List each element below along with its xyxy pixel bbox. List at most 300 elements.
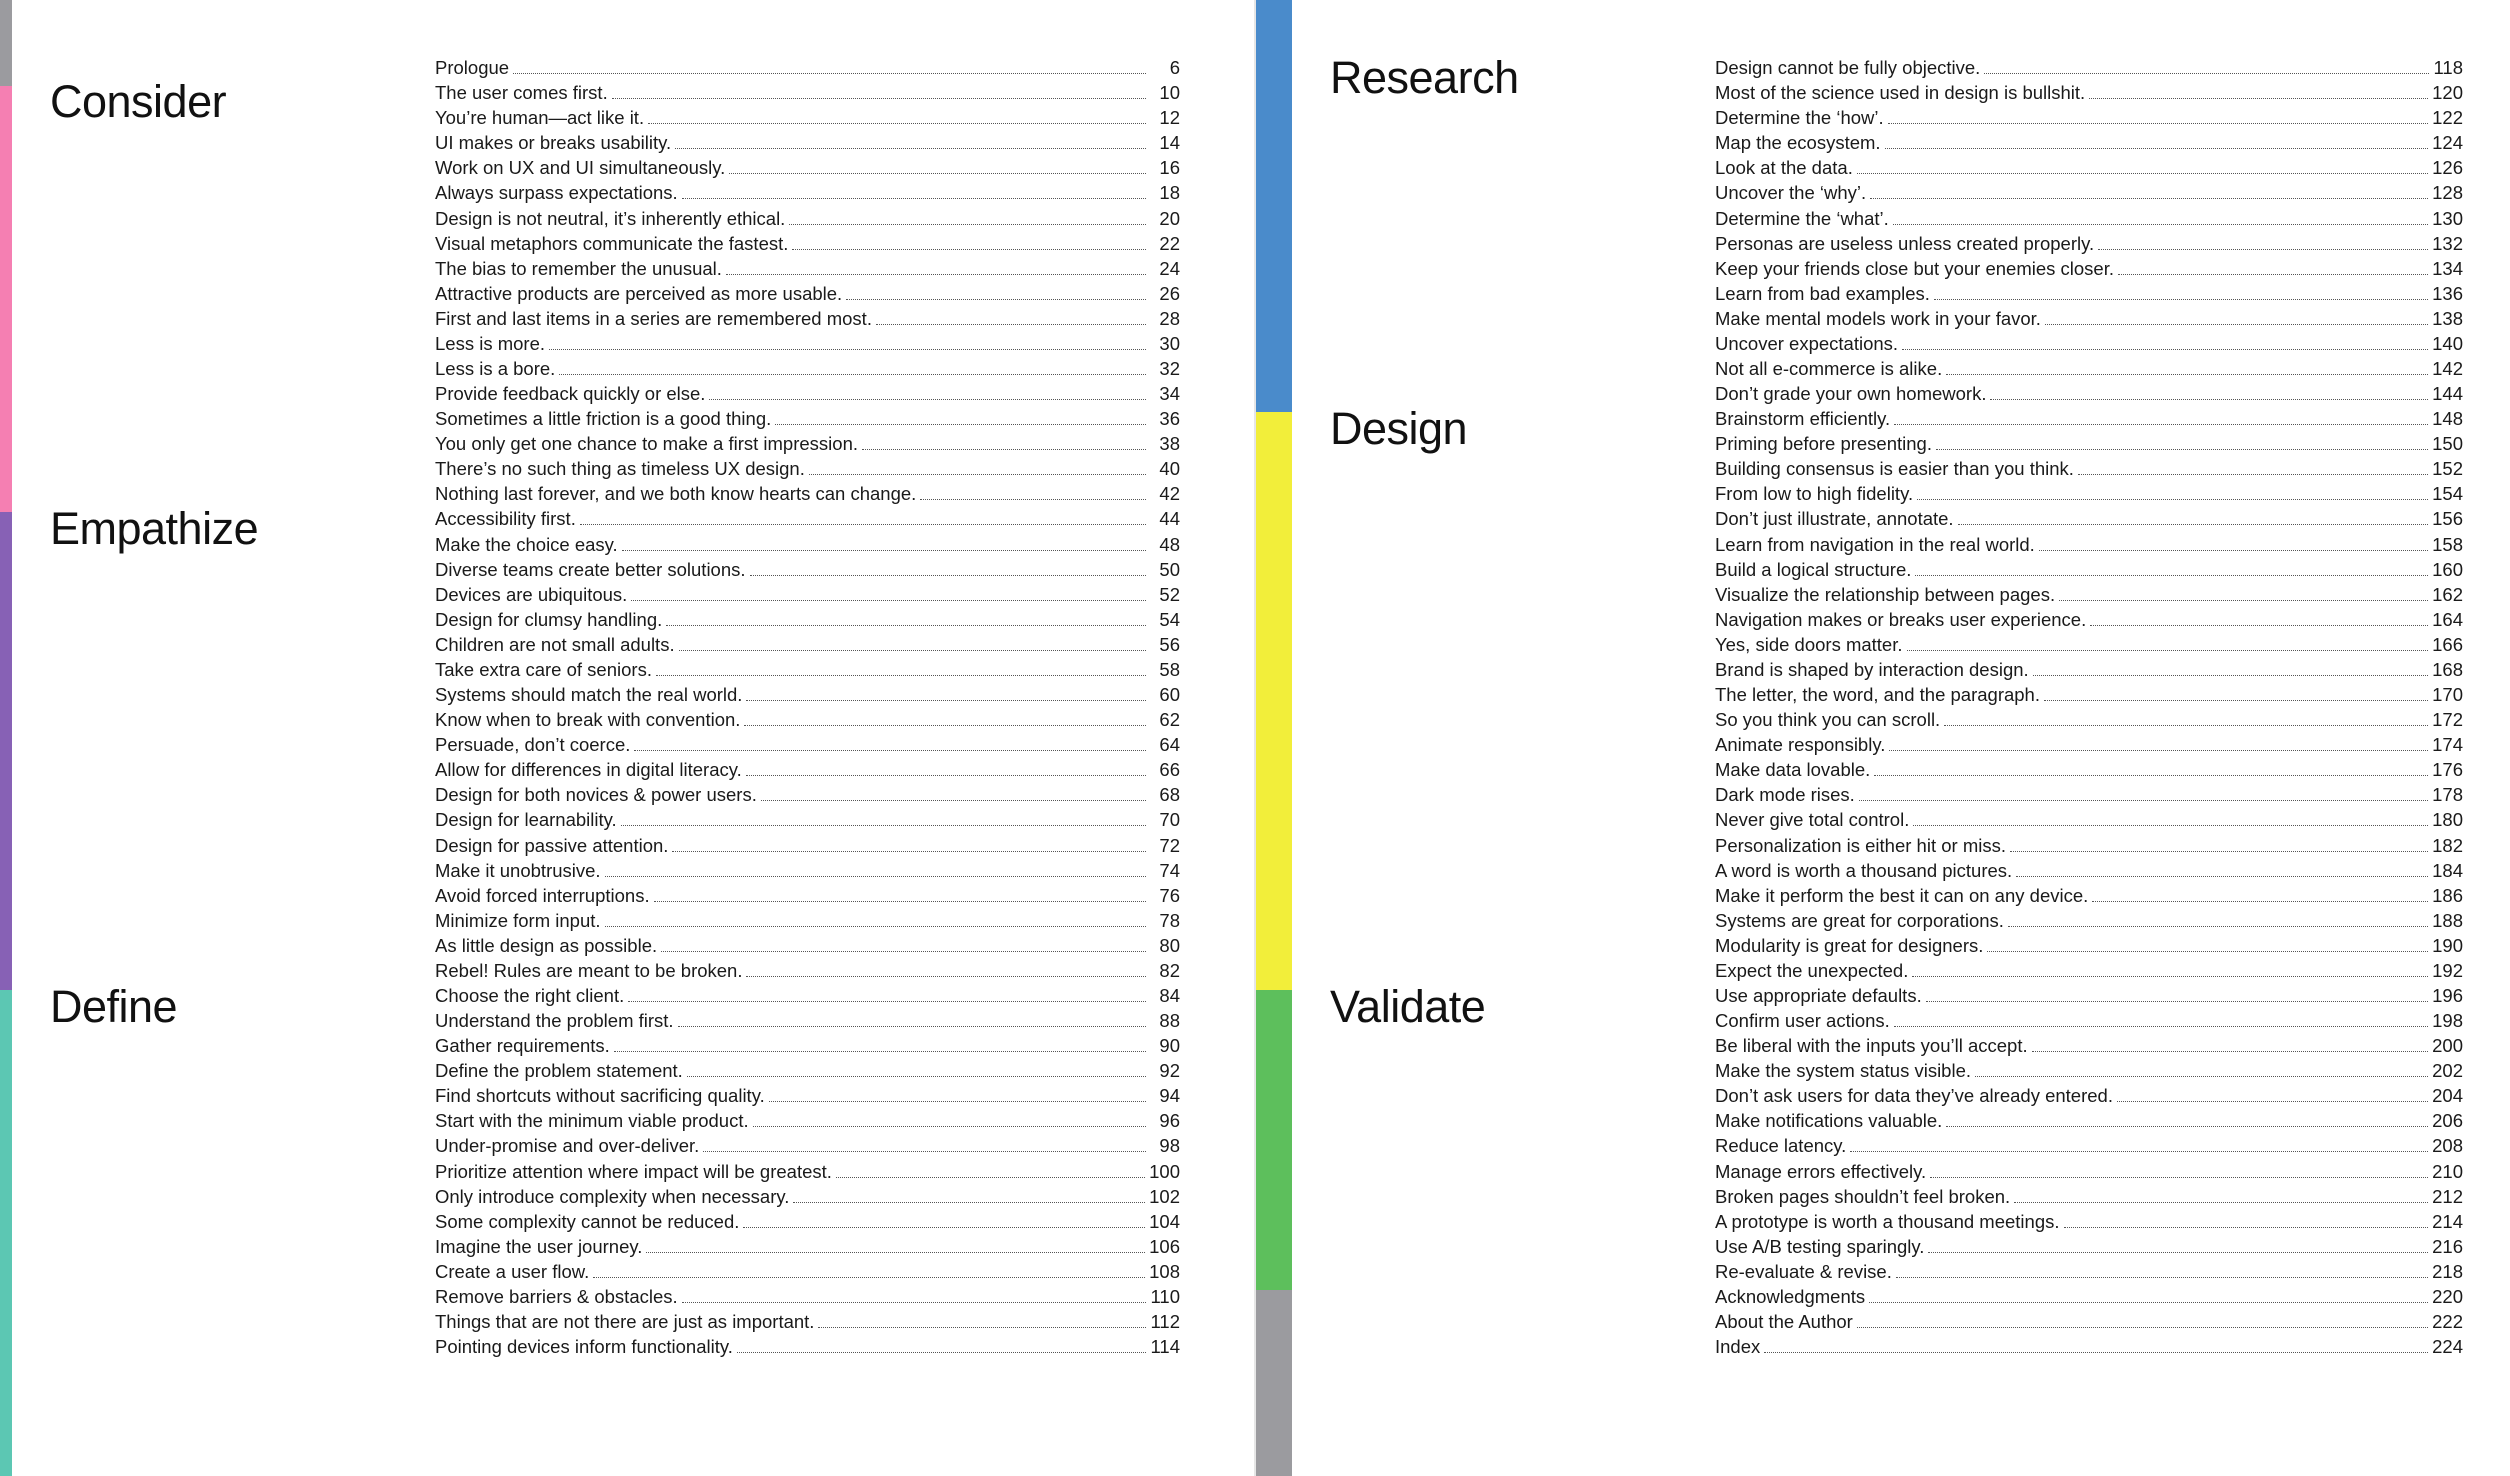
toc-entry	[1715, 381, 2463, 406]
dot-leader	[1958, 524, 2429, 525]
toc-entry-page-number: 98	[1159, 1135, 1180, 1157]
toc-entry-page-number: 136	[2432, 282, 2463, 304]
toc-entry-title: Nothing last forever, and we both know hearts can change.	[435, 483, 917, 505]
toc-entry-title: Persuade, don’t coerce.	[435, 734, 631, 756]
toc-list-right	[1715, 55, 2463, 1359]
toc-entry-title: Only introduce complexity when necessary.	[435, 1185, 790, 1207]
toc-entry-title: There’s no such thing as timeless UX design.	[435, 458, 805, 480]
toc-entry	[1715, 456, 2463, 481]
toc-entry-title: Personalization is either hit or miss.	[1715, 834, 2006, 856]
toc-entry-page-number: 144	[2432, 383, 2463, 405]
toc-entry-page-number: 50	[1159, 558, 1180, 580]
toc-entry-page-number: 92	[1159, 1060, 1180, 1082]
toc-entry	[435, 582, 1180, 607]
toc-entry	[1715, 557, 2463, 582]
toc-entry-title: Create a user flow.	[435, 1260, 590, 1282]
toc-entry-page-number: 28	[1159, 307, 1180, 329]
toc-entry-title: Broken pages shouldn’t feel broken.	[1715, 1185, 2011, 1207]
dot-leader	[1764, 1352, 2428, 1353]
dot-leader	[750, 575, 1146, 576]
toc-entry-page-number: 56	[1159, 633, 1180, 655]
toc-entry-title: Use A/B testing sparingly.	[1715, 1235, 1925, 1257]
toc-entry-title: Design for both novices & power users.	[435, 784, 757, 806]
toc-entry	[435, 281, 1180, 306]
dot-leader	[2118, 274, 2428, 275]
dot-leader	[703, 1151, 1146, 1152]
toc-entry-page-number: 176	[2432, 759, 2463, 781]
toc-entry-title: Prioritize attention where impact will be greatest.	[435, 1160, 832, 1182]
dot-leader	[1857, 1327, 2428, 1328]
dot-leader	[818, 1327, 1146, 1328]
toc-entry-title: A word is worth a thousand pictures.	[1715, 859, 2013, 881]
toc-entry-page-number: 10	[1159, 82, 1180, 104]
toc-entry-page-number: 12	[1159, 107, 1180, 129]
toc-entry-title: UI makes or breaks usability.	[435, 132, 672, 154]
dot-leader	[2090, 625, 2428, 626]
toc-entry-page-number: 196	[2432, 984, 2463, 1006]
toc-entry-page-number: 126	[2432, 157, 2463, 179]
toc-entry	[435, 231, 1180, 256]
toc-entry-title: Learn from navigation in the real world.	[1715, 533, 2035, 555]
toc-entry-title: Be liberal with the inputs you’ll accept.	[1715, 1035, 2028, 1057]
toc-entry	[1715, 807, 2463, 832]
toc-entry-page-number: 120	[2432, 82, 2463, 104]
toc-entry-page-number: 32	[1159, 358, 1180, 380]
dot-leader	[1896, 1277, 2428, 1278]
toc-entry	[1715, 1259, 2463, 1284]
dot-leader	[580, 524, 1146, 525]
toc-entry	[1715, 155, 2463, 180]
dot-leader	[2045, 324, 2428, 325]
section-title-design: Design	[1330, 403, 1468, 454]
left-page	[0, 0, 1254, 1476]
toc-entry	[1715, 1284, 2463, 1309]
toc-entry-title: Know when to break with convention.	[435, 709, 741, 731]
toc-entry	[435, 1259, 1180, 1284]
toc-entry	[1715, 431, 2463, 456]
dot-leader	[1869, 1302, 2428, 1303]
dot-leader	[876, 324, 1146, 325]
toc-entry-page-number: 122	[2432, 107, 2463, 129]
toc-entry-title: Minimize form input.	[435, 909, 601, 931]
toc-entry-page-number: 202	[2432, 1060, 2463, 1082]
toc-entry	[1715, 883, 2463, 908]
dot-leader	[1934, 299, 2428, 300]
toc-entry-title: As little design as possible.	[435, 934, 658, 956]
dot-leader	[2014, 1202, 2428, 1203]
toc-entry	[1715, 506, 2463, 531]
dot-leader	[1915, 575, 2428, 576]
toc-entry	[435, 1284, 1180, 1309]
toc-entry	[1715, 256, 2463, 281]
toc-entry-title: Design is not neutral, it’s inherently ethical.	[435, 207, 786, 229]
dot-leader	[621, 825, 1146, 826]
dot-leader	[1926, 1001, 2428, 1002]
dot-leader	[1912, 976, 2428, 977]
toc-entry	[435, 205, 1180, 230]
toc-entry	[1715, 1058, 2463, 1083]
toc-entry-page-number: 210	[2432, 1160, 2463, 1182]
toc-entry-title: Modularity is great for designers.	[1715, 934, 1984, 956]
toc-entry-page-number: 84	[1159, 984, 1180, 1006]
toc-entry-title: Manage errors effectively.	[1715, 1160, 1927, 1182]
toc-entry-page-number: 166	[2432, 633, 2463, 655]
toc-entry	[435, 381, 1180, 406]
toc-entry-page-number: 26	[1159, 282, 1180, 304]
toc-entry-page-number: 208	[2432, 1135, 2463, 1157]
dot-leader	[612, 98, 1146, 99]
toc-entry-title: Don’t just illustrate, annotate.	[1715, 508, 1954, 530]
dot-leader	[666, 625, 1146, 626]
toc-entry	[435, 256, 1180, 281]
toc-entry-page-number: 94	[1159, 1085, 1180, 1107]
dot-leader	[1975, 1076, 2428, 1077]
color-bar-yellow	[1256, 412, 1292, 990]
dot-leader	[622, 550, 1146, 551]
toc-entry	[435, 506, 1180, 531]
toc-entry-title: Less is more.	[435, 332, 546, 354]
dot-leader	[631, 600, 1146, 601]
toc-entry-page-number: 168	[2432, 658, 2463, 680]
toc-entry-title: From low to high fidelity.	[1715, 483, 1914, 505]
toc-entry	[1715, 205, 2463, 230]
toc-entry	[1715, 1033, 2463, 1058]
toc-entry-title: Take extra care of seniors.	[435, 658, 652, 680]
dot-leader	[775, 424, 1146, 425]
toc-entry-title: The letter, the word, and the paragraph.	[1715, 684, 2040, 706]
dot-leader	[1857, 173, 2428, 174]
toc-entry-title: Re-evaluate & revise.	[1715, 1260, 1892, 1282]
toc-entry-page-number: 34	[1159, 383, 1180, 405]
dot-leader	[2098, 249, 2428, 250]
toc-entry	[435, 757, 1180, 782]
dot-leader	[737, 1352, 1146, 1353]
toc-entry-page-number: 44	[1159, 508, 1180, 530]
toc-entry-title: Reduce latency.	[1715, 1135, 1847, 1157]
toc-entry-page-number: 118	[2433, 57, 2463, 79]
toc-entry	[1715, 732, 2463, 757]
dot-leader	[2032, 1051, 2429, 1052]
toc-entry	[435, 732, 1180, 757]
toc-entry-title: Provide feedback quickly or else.	[435, 383, 706, 405]
toc-entry-page-number: 54	[1159, 608, 1180, 630]
toc-entry	[435, 1058, 1180, 1083]
toc-entry-page-number: 170	[2432, 684, 2463, 706]
toc-entry	[435, 55, 1180, 80]
toc-entry-page-number: 222	[2432, 1310, 2463, 1332]
toc-entry-title: Understand the problem first.	[435, 1010, 674, 1032]
toc-entry-title: Design cannot be fully objective.	[1715, 57, 1981, 79]
toc-entry-page-number: 138	[2432, 307, 2463, 329]
toc-entry-page-number: 212	[2432, 1185, 2463, 1207]
toc-entry-page-number: 108	[1149, 1260, 1180, 1282]
toc-entry-page-number: 206	[2432, 1110, 2463, 1132]
toc-entry-page-number: 90	[1159, 1035, 1180, 1057]
toc-entry-page-number: 158	[2432, 533, 2463, 555]
dot-leader	[1888, 123, 2428, 124]
toc-entry	[1715, 531, 2463, 556]
toc-entry-page-number: 70	[1159, 809, 1180, 831]
toc-entry-title: Make the system status visible.	[1715, 1060, 1972, 1082]
toc-entry-title: Attractive products are perceived as more usable.	[435, 282, 843, 304]
color-bar-teal	[0, 990, 12, 1476]
toc-entry	[435, 1158, 1180, 1183]
toc-entry-page-number: 76	[1159, 884, 1180, 906]
section-title-empathize: Empathize	[50, 503, 259, 554]
dot-leader	[2117, 1101, 2428, 1102]
toc-entry-page-number: 24	[1159, 257, 1180, 279]
toc-entry-title: Keep your friends close but your enemies closer.	[1715, 257, 2114, 279]
toc-entry	[435, 1008, 1180, 1033]
toc-entry-page-number: 156	[2432, 508, 2463, 530]
toc-entry	[1715, 707, 2463, 732]
toc-entry-title: Most of the science used in design is bullshit.	[1715, 82, 2086, 104]
toc-entry	[435, 1133, 1180, 1158]
toc-entry-title: Look at the data.	[1715, 157, 1853, 179]
toc-entry	[1715, 582, 2463, 607]
toc-entry-page-number: 162	[2432, 583, 2463, 605]
toc-entry	[435, 707, 1180, 732]
toc-entry-page-number: 190	[2432, 934, 2463, 956]
toc-entry-page-number: 72	[1159, 834, 1180, 856]
toc-entry-page-number: 124	[2432, 132, 2463, 154]
toc-entry-title: Building consensus is easier than you think.	[1715, 458, 2074, 480]
toc-entry	[1715, 757, 2463, 782]
toc-entry-page-number: 36	[1159, 408, 1180, 430]
dot-leader	[1894, 1026, 2428, 1027]
toc-entry	[1715, 306, 2463, 331]
toc-entry	[435, 933, 1180, 958]
toc-entry-page-number: 150	[2432, 433, 2463, 455]
dot-leader	[1889, 750, 2428, 751]
dot-leader	[513, 73, 1146, 74]
toc-entry-title: Children are not small adults.	[435, 633, 675, 655]
toc-entry	[435, 1108, 1180, 1133]
dot-leader	[2016, 876, 2428, 877]
dot-leader	[1917, 499, 2428, 500]
toc-entry-title: Pointing devices inform functionality.	[435, 1336, 733, 1358]
dot-leader	[2010, 851, 2428, 852]
dot-leader	[675, 148, 1146, 149]
toc-entry-title: Brand is shaped by interaction design.	[1715, 658, 2029, 680]
toc-entry-page-number: 18	[1159, 182, 1180, 204]
toc-entry-title: Some complexity cannot be reduced.	[435, 1210, 740, 1232]
dot-leader	[648, 123, 1146, 124]
toc-entry-page-number: 58	[1159, 658, 1180, 680]
toc-entry-title: A prototype is worth a thousand meetings.	[1715, 1210, 2060, 1232]
dot-leader	[1870, 198, 2428, 199]
dot-leader	[2008, 926, 2428, 927]
toc-entry-page-number: 128	[2432, 182, 2463, 204]
toc-entry-title: Visual metaphors communicate the fastest.	[435, 232, 789, 254]
dot-leader	[743, 1227, 1145, 1228]
dot-leader	[1874, 775, 2428, 776]
toc-list-left	[435, 55, 1180, 1359]
toc-entry	[435, 1309, 1180, 1334]
toc-entry-title: Confirm user actions.	[1715, 1010, 1890, 1032]
toc-entry	[1715, 1108, 2463, 1133]
toc-entry-title: Make it unobtrusive.	[435, 859, 601, 881]
dot-leader	[753, 1126, 1146, 1127]
toc-entry-page-number: 204	[2432, 1085, 2463, 1107]
dot-leader	[809, 474, 1146, 475]
toc-entry	[435, 80, 1180, 105]
dot-leader	[726, 274, 1146, 275]
toc-entry-title: Devices are ubiquitous.	[435, 583, 628, 605]
dot-leader	[2064, 1227, 2429, 1228]
toc-entry-page-number: 200	[2432, 1035, 2463, 1057]
toc-entry-title: Never give total control.	[1715, 809, 1910, 831]
toc-entry	[435, 130, 1180, 155]
toc-entry	[435, 155, 1180, 180]
toc-entry	[1715, 1334, 2463, 1359]
toc-entry-title: Make it perform the best it can on any device.	[1715, 884, 2089, 906]
toc-entry-title: Index	[1715, 1336, 1761, 1358]
dot-leader	[628, 1001, 1146, 1002]
dot-leader	[1859, 800, 2428, 801]
toc-entry	[1715, 858, 2463, 883]
dot-leader	[605, 876, 1146, 877]
toc-entry-title: Accessibility first.	[435, 508, 576, 530]
dot-leader	[1894, 424, 2428, 425]
toc-entry	[1715, 281, 2463, 306]
color-bar-purple	[0, 512, 12, 990]
toc-entry	[1715, 1309, 2463, 1334]
toc-entry-title: Things that are not there are just as important.	[435, 1310, 815, 1332]
toc-entry-page-number: 104	[1149, 1210, 1180, 1232]
toc-entry	[435, 331, 1180, 356]
toc-entry-title: Build a logical structure.	[1715, 558, 1912, 580]
toc-entry-page-number: 174	[2432, 734, 2463, 756]
toc-entry	[435, 807, 1180, 832]
toc-entry	[1715, 682, 2463, 707]
dot-leader	[2078, 474, 2428, 475]
toc-entry	[1715, 983, 2463, 1008]
toc-entry-page-number: 38	[1159, 433, 1180, 455]
toc-entry-page-number: 224	[2432, 1336, 2463, 1358]
dot-leader	[1936, 449, 2428, 450]
toc-entry-title: Don’t grade your own homework.	[1715, 383, 1987, 405]
dot-leader	[2092, 901, 2428, 902]
toc-entry	[435, 832, 1180, 857]
toc-entry	[1715, 657, 2463, 682]
toc-entry	[1715, 55, 2463, 80]
dot-leader	[605, 926, 1146, 927]
toc-entry-page-number: 188	[2432, 909, 2463, 931]
toc-entry	[1715, 231, 2463, 256]
toc-entry-page-number: 62	[1159, 709, 1180, 731]
toc-entry-page-number: 102	[1149, 1185, 1180, 1207]
color-bar-pink	[0, 86, 12, 512]
dot-leader	[744, 725, 1146, 726]
color-bar-blue	[1256, 0, 1292, 412]
color-bar-green	[1256, 990, 1292, 1290]
toc-entry-title: Design for clumsy handling.	[435, 608, 663, 630]
color-bar-gray-top	[0, 0, 12, 86]
toc-entry	[1715, 80, 2463, 105]
toc-entry-page-number: 22	[1159, 232, 1180, 254]
toc-entry-page-number: 214	[2432, 1210, 2463, 1232]
toc-entry-page-number: 64	[1159, 734, 1180, 756]
toc-entry-title: Make data lovable.	[1715, 759, 1871, 781]
toc-entry	[435, 958, 1180, 983]
toc-entry-title: Avoid forced interruptions.	[435, 884, 650, 906]
toc-entry-title: Rebel! Rules are meant to be broken.	[435, 959, 743, 981]
toc-entry	[1715, 406, 2463, 431]
toc-entry-title: Systems should match the real world.	[435, 684, 743, 706]
toc-entry	[435, 1234, 1180, 1259]
toc-entry	[1715, 105, 2463, 130]
toc-entry	[435, 1184, 1180, 1209]
dot-leader	[709, 399, 1146, 400]
toc-entry	[1715, 607, 2463, 632]
dot-leader	[789, 224, 1146, 225]
toc-entry-title: Animate responsibly.	[1715, 734, 1886, 756]
toc-entry-title: Uncover the ‘why’.	[1715, 182, 1867, 204]
toc-entry-title: Map the ecosystem.	[1715, 132, 1881, 154]
toc-entry-title: Use appropriate defaults.	[1715, 984, 1922, 1006]
toc-entry-title: Yes, side doors matter.	[1715, 633, 1903, 655]
dot-leader	[1946, 1126, 2428, 1127]
toc-entry-title: Design for learnability.	[435, 809, 617, 831]
toc-entry	[435, 858, 1180, 883]
toc-entry-page-number: 100	[1149, 1160, 1180, 1182]
toc-entry	[1715, 908, 2463, 933]
toc-entry	[1715, 1209, 2463, 1234]
toc-entry-title: Determine the ‘how’.	[1715, 107, 1884, 129]
toc-entry	[435, 607, 1180, 632]
toc-entry-page-number: 160	[2432, 558, 2463, 580]
toc-entry-page-number: 148	[2432, 408, 2463, 430]
toc-entry-page-number: 218	[2432, 1260, 2463, 1282]
toc-entry	[435, 1334, 1180, 1359]
toc-entry	[1715, 1008, 2463, 1033]
toc-entry	[435, 632, 1180, 657]
toc-entry-title: Learn from bad examples.	[1715, 282, 1930, 304]
toc-entry-page-number: 112	[1150, 1310, 1180, 1332]
toc-entry-title: Under-promise and over-deliver.	[435, 1135, 700, 1157]
toc-entry-title: Imagine the user journey.	[435, 1235, 643, 1257]
toc-entry-title: Visualize the relationship between pages.	[1715, 583, 2056, 605]
dot-leader	[862, 449, 1146, 450]
toc-entry-title: Dark mode rises.	[1715, 784, 1855, 806]
dot-leader	[1946, 374, 2428, 375]
color-bar-gray-bottom	[1256, 1290, 1292, 1476]
dot-leader	[634, 750, 1146, 751]
toc-entry	[1715, 180, 2463, 205]
dot-leader	[1902, 349, 2428, 350]
dot-leader	[793, 1202, 1145, 1203]
toc-entry-title: Navigation makes or breaks user experience.	[1715, 608, 2087, 630]
dot-leader	[1907, 650, 2429, 651]
toc-entry-title: Less is a bore.	[435, 358, 556, 380]
dot-leader	[1850, 1151, 2428, 1152]
toc-entry-page-number: 80	[1159, 934, 1180, 956]
toc-entry-title: Sometimes a little friction is a good thing.	[435, 408, 772, 430]
dot-leader	[920, 499, 1146, 500]
toc-entry	[1715, 1083, 2463, 1108]
toc-entry-title: Determine the ‘what’.	[1715, 207, 1889, 229]
toc-entry-title: Systems are great for corporations.	[1715, 909, 2004, 931]
dot-leader	[614, 1051, 1146, 1052]
toc-entry-title: Always surpass expectations.	[435, 182, 678, 204]
toc-entry	[435, 908, 1180, 933]
toc-entry-page-number: 152	[2432, 458, 2463, 480]
toc-entry-page-number: 106	[1149, 1235, 1180, 1257]
dot-leader	[1987, 951, 2428, 952]
toc-entry-page-number: 88	[1159, 1010, 1180, 1032]
toc-entry-page-number: 16	[1159, 157, 1180, 179]
